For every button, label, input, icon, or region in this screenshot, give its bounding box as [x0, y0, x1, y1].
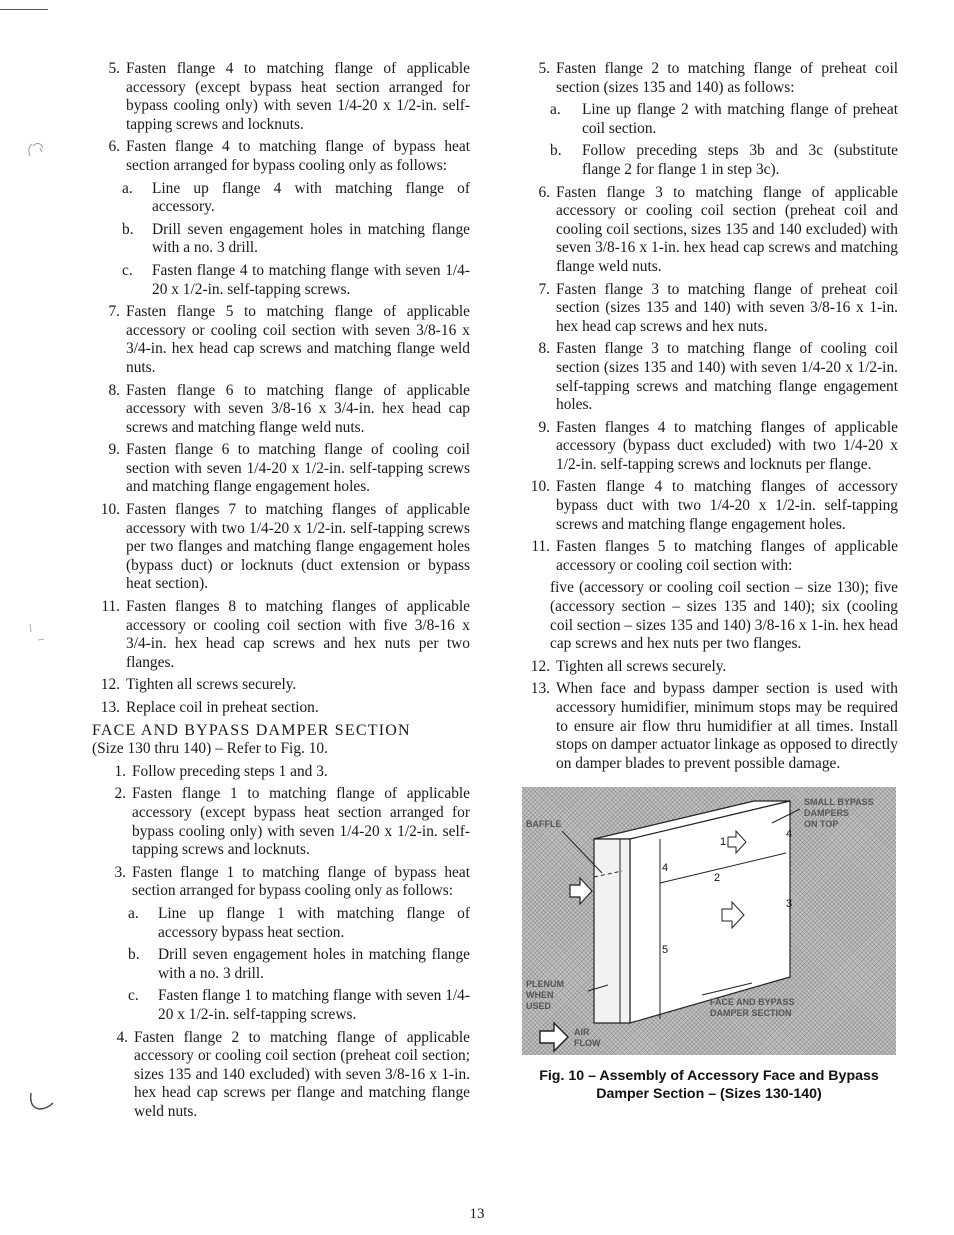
step-text: Tighten all screws securely.	[126, 676, 297, 694]
step-number: 5.	[538, 60, 550, 77]
step-text: Fasten flange 3 to matching flange of applicable accessory or cooling coil section (preheat coil and cooling coil sections, sizes 135 and 140 excluded) with seven 3/8-16 x 1-in. hex head cap screws and matching flange weld nuts.	[556, 183, 898, 275]
numbered-step	[520, 340, 898, 414]
numbered-step	[92, 501, 470, 594]
numbered-step	[520, 60, 898, 97]
flange-number-5: 5	[662, 944, 669, 957]
sub-step-letter: c.	[128, 987, 139, 1005]
step-number: 8.	[538, 340, 550, 358]
label-baffle: BAFFLE	[526, 819, 562, 830]
step-text: Follow preceding steps 1 and 3.	[132, 762, 328, 780]
numbered-step	[92, 60, 470, 134]
section-heading: FACE AND BYPASS DAMPER SECTION	[92, 721, 411, 739]
numbered-step	[520, 419, 898, 475]
step-number: 1.	[114, 762, 126, 780]
step-number: 5.	[108, 60, 120, 77]
arrow-icon-3	[570, 878, 592, 904]
sub-step-text: Drill seven engagement holes in matching flange with a no. 3 drill.	[158, 946, 470, 982]
step-text: Fasten flange 4 to matching flanges of accessory bypass duct with two 1/4-20 x 1/2-in. self-tapping screws and matching flange engagement holes.	[556, 478, 898, 533]
numbered-step	[92, 441, 470, 497]
sub-step-text: Follow preceding steps 3b and 3c (substitute flange 2 for flange 1 in step 3c).	[582, 142, 898, 178]
label-small-bypass-1: SMALL BYPASS	[804, 797, 874, 808]
numbered-step	[520, 184, 898, 277]
step-text: Fasten flange 1 to matching flange of bypass heat section arranged for bypass cooling only as follows:	[132, 863, 470, 900]
right-column	[520, 60, 898, 1103]
label-air-flow-2: FLOW	[574, 1038, 601, 1049]
sub-step	[128, 905, 470, 942]
step-number: 11.	[531, 538, 550, 556]
step-text: Fasten flange 4 to matching flange of bypass heat section arranged for bypass cooling only as follows:	[126, 138, 470, 174]
step-text: Fasten flanges 4 to matching flanges of applicable accessory (bypass duct excluded) with two 1/4-20 x 1/2-in. self-tapping screws and locknuts per flange.	[556, 418, 898, 473]
step-number: 13.	[100, 699, 120, 716]
numbered-step	[520, 680, 898, 773]
sub-step	[122, 221, 470, 258]
step-number: 9.	[108, 441, 120, 459]
numbered-step	[520, 538, 898, 575]
caption-line-2: Damper Section – (Sizes 130-140)	[596, 1086, 822, 1103]
sub-step-letter: b.	[122, 220, 134, 238]
step-number: 10.	[530, 478, 550, 496]
sub-step-letter: b.	[128, 946, 140, 964]
numbered-step	[92, 138, 470, 175]
step-text: Fasten flanges 8 to matching flanges of applicable accessory or cooling coil section with five 3/8-16 x 3/4-in. hex head cap screws and hex nuts per two flanges.	[126, 598, 470, 671]
step-number: 4.	[116, 1028, 128, 1046]
numbered-step	[92, 382, 470, 438]
flange-number-1: 1	[720, 836, 727, 849]
sub-step	[128, 987, 470, 1024]
step-text: Fasten flange 2 to matching flange of applicable accessory or cooling coil section (preheat coil section; sizes 135 and 140 excluded) with seven 3/8-16 x 1-in. hex head cap screws per flange and matching flange weld nuts.	[134, 1028, 470, 1120]
section-subheading: (Size 130 thru 140) – Refer to Fig. 10.	[92, 740, 328, 758]
flange-number-2: 2	[714, 872, 721, 885]
left-column	[92, 60, 470, 1125]
numbered-step	[100, 1029, 470, 1122]
sub-step	[128, 946, 470, 983]
step-text: Fasten flange 1 to matching flange of applicable accessory (except bypass heat section arranged for bypass cooling only) with seven 1/4-20 x 1/2-in. self-tapping screws and locknuts.	[132, 785, 470, 859]
step-number: 7.	[538, 280, 550, 298]
numbered-step	[520, 281, 898, 337]
sub-step-letter: b.	[550, 142, 562, 160]
step-number: 13.	[530, 680, 550, 698]
label-face-bypass-2: DAMPER SECTION	[710, 1008, 792, 1019]
label-small-bypass-3: ON TOP	[804, 819, 839, 830]
numbered-step	[92, 699, 470, 718]
flange-number-3: 3	[786, 898, 793, 911]
sub-step-text: Fasten flange 1 to matching flange with seven 1/4-20 x 1/2-in. self-tapping screws.	[158, 987, 471, 1023]
step-11-detail: five (accessory or cooling coil section – size 130); five (accessory section – sizes 135 and 140); six (cooling coil section – sizes 135 and 140) 3/8-16 x 1-in. hex head cap screws and hex nuts per two flanges.	[550, 579, 898, 653]
sub-step	[550, 101, 898, 138]
step-text: Fasten flange 4 to matching flange of applicable accessory (except bypass heat section arranged for bypass cooling only) with seven 1/4-20 x 1/2-in. self-tapping screws and locknuts.	[126, 60, 470, 133]
numbered-step	[98, 785, 470, 859]
step-text: Tighten all screws securely.	[556, 657, 727, 675]
numbered-step	[98, 763, 470, 782]
figure-caption	[520, 1067, 898, 1103]
label-plenum-1: PLENUM	[526, 979, 564, 990]
sub-step-text: Line up flange 1 with matching flange of accessory bypass heat section.	[158, 904, 470, 941]
step-number: 7.	[108, 303, 120, 321]
sub-step-letter: a.	[122, 179, 133, 197]
step-number: 6.	[538, 183, 550, 201]
damper-section-drawing	[522, 787, 896, 1055]
step-number: 2.	[114, 785, 126, 803]
step-text: When face and bypass damper section is used with accessory humidifier, minimum stops may be required to ensure air flow thru humidifier at all times. Install stops on damper actuator linkage as opposed to directly on damper blades to prevent possible damage.	[556, 680, 898, 772]
numbered-step	[98, 864, 470, 901]
air-flow-arrow-icon	[540, 1023, 568, 1051]
label-air-flow-1: AIR	[574, 1027, 590, 1038]
numbered-step	[92, 303, 470, 377]
step-number: 8.	[108, 381, 120, 399]
step-number: 11.	[101, 598, 120, 616]
step-number: 6.	[108, 138, 120, 156]
step-number: 9.	[538, 418, 550, 436]
step-text: Fasten flanges 7 to matching flanges of applicable accessory with two 1/4-20 x 1/2-in. self-tapping screws per two flanges and matching flange engagement holes (bypass duct) or locknuts (duct extension or bypass heat section).	[126, 501, 470, 593]
sub-step-letter: a.	[550, 101, 561, 119]
flange-number-4: 4	[662, 862, 669, 875]
figure-10-illustration	[522, 787, 896, 1055]
sub-step-text: Drill seven engagement holes in matching flange with a no. 3 drill.	[152, 220, 470, 257]
step-text: Fasten flange 6 to matching flange of applicable accessory with seven 3/8-16 x 3/4-in. hex head cap screws and matching flange weld nuts.	[126, 381, 470, 436]
label-plenum-2: WHEN	[526, 990, 554, 1001]
step-text: Replace coil in preheat section.	[126, 699, 319, 716]
sub-step	[550, 142, 898, 179]
numbered-step	[92, 598, 470, 672]
step-text: Fasten flange 3 to matching flange of cooling coil section (sizes 135 and 140) with seven 1/4-20 x 1/2-in. self-tapping screws and matching flange engagement holes.	[556, 340, 898, 414]
step-number: 3.	[114, 863, 126, 881]
page-number: 13	[469, 1206, 485, 1222]
step-text: Fasten flange 5 to matching flange of applicable accessory or cooling coil section with seven 3/8-16 x 3/4-in. hex head cap screws and matching flange weld nuts.	[126, 303, 470, 376]
sub-step-text: Line up flange 2 with matching flange of preheat coil section.	[582, 101, 898, 137]
label-plenum-3: USED	[526, 1001, 552, 1012]
step-text: Fasten flange 3 to matching flange of preheat coil section (sizes 135 and 140) with seven 3/8-16 x 1-in. hex head cap screws and hex nuts.	[556, 280, 898, 335]
sub-step-letter: c.	[122, 261, 133, 279]
numbered-step	[520, 478, 898, 534]
label-face-bypass-1: FACE AND BYPASS	[710, 997, 795, 1008]
step-text: Fasten flanges 5 to matching flanges of applicable accessory or cooling coil section with:	[556, 538, 898, 574]
caption-line-1: Fig. 10 – Assembly of Accessory Face and Bypass	[539, 1068, 879, 1085]
flange-number-4b: 4	[786, 828, 793, 841]
sub-step-text: Fasten flange 4 to matching flange with seven 1/4-20 x 1/2-in. self-tapping screws.	[152, 261, 470, 298]
numbered-step	[92, 676, 470, 695]
label-small-bypass-2: DAMPERS	[804, 808, 850, 819]
step-number: 10.	[100, 501, 120, 519]
sub-step-text: Line up flange 4 with matching flange of accessory.	[152, 179, 470, 216]
step-text: Fasten flange 2 to matching flange of preheat coil section (sizes 135 and 140) as follows:	[556, 60, 898, 96]
sub-step-letter: a.	[128, 904, 139, 922]
step-number: 12.	[100, 676, 120, 694]
step-number: 12.	[530, 657, 550, 675]
sub-step	[122, 262, 470, 299]
numbered-step	[520, 658, 898, 677]
sub-step	[122, 180, 470, 217]
step-text: Fasten flange 6 to matching flange of cooling coil section with seven 1/4-20 x 1/2-in. self-tapping screws and matching flange engagement holes.	[126, 441, 470, 496]
